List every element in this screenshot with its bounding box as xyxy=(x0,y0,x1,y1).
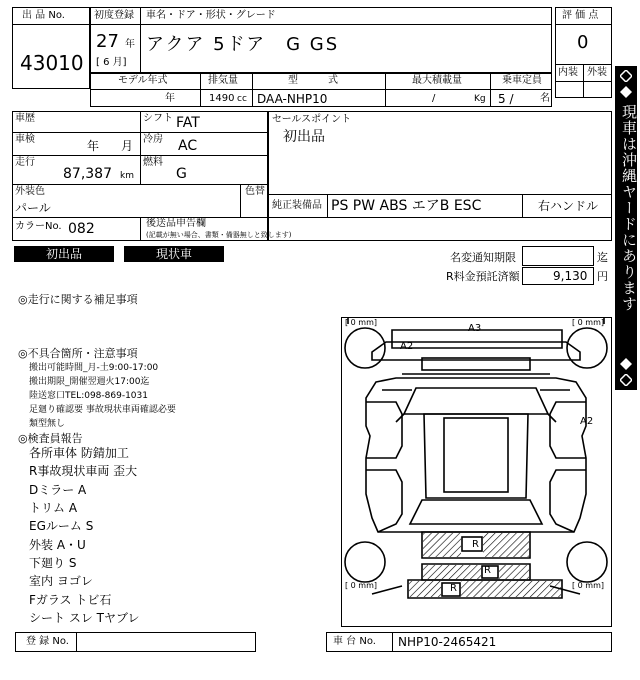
defect-line: 搬出期限_開催翌週火17:00迄 xyxy=(29,377,150,387)
color-no-value: 082 xyxy=(68,221,95,237)
inspector-line: 室内 ヨゴレ xyxy=(29,574,93,588)
color-change-label: 色替 xyxy=(245,186,265,197)
damage-mark: A2 xyxy=(400,341,414,352)
defect-line: 足廻り確認要 事故現状車両確認必要 xyxy=(29,405,176,415)
diamond-icon xyxy=(620,86,632,98)
car-name: アクア 5ドア G GS xyxy=(146,34,340,55)
inspector-line: 外装 A・U xyxy=(29,538,86,552)
score-label: 評 価 点 xyxy=(562,10,599,21)
defect-line: 搬出可能時間_月-土9:00-17:00 xyxy=(29,363,159,373)
damage-mark: R xyxy=(450,583,457,594)
inspector-line: EGルーム S xyxy=(29,519,94,533)
tire-rear-right xyxy=(567,542,607,582)
damage-mark: R xyxy=(472,539,479,550)
model-label: 型 式 xyxy=(288,75,338,86)
ext-color-label: 外装色 xyxy=(15,186,45,197)
tire-depth-label: [ 0 mm] xyxy=(572,581,605,590)
lot-no: 43010 xyxy=(20,51,84,75)
defect-line: 陸送窓口TEL:098-869-1031 xyxy=(29,391,148,401)
sales-point-text: 初出品 xyxy=(283,129,325,145)
mileage-unit: km xyxy=(120,171,134,181)
current-state-badge: 現状車 xyxy=(124,246,224,262)
damage-mark: A3 xyxy=(468,323,482,334)
score-value: 0 xyxy=(577,32,589,53)
model-year-label: モデル年式 xyxy=(118,75,168,86)
model-code: DAA-NHP10 xyxy=(257,92,328,106)
inspector-line: 下廻り S xyxy=(29,556,77,570)
year-unit: 年 xyxy=(125,39,135,50)
equipment-label: 純正装備品 xyxy=(272,200,322,211)
first-reg-label: 初度登録 xyxy=(94,10,134,21)
load-label: 最大積載量 xyxy=(412,75,462,86)
inspector-line: Dミラー A xyxy=(29,483,87,497)
inspection-month-unit: 月 xyxy=(121,139,134,153)
tire-depth-label: [ 0 mm] xyxy=(345,581,378,590)
color-no-label: カラーNo. xyxy=(15,221,62,232)
location-sidebar xyxy=(615,66,637,390)
recycle-unit: 円 xyxy=(597,270,608,283)
capacity-unit: 名 xyxy=(540,93,550,104)
recycle-value: 9,130 xyxy=(553,269,588,283)
history-label: 車歴 xyxy=(15,113,35,124)
first-reg-year: 27 xyxy=(96,31,119,52)
steering-side: 右ハンドル xyxy=(538,199,599,213)
defect-line: 類型無し xyxy=(29,419,66,429)
damage-mark: R xyxy=(484,565,491,576)
diamond-icon xyxy=(620,358,632,370)
inspection-year-unit: 年 xyxy=(87,139,100,153)
reg-no-label: 登 録 No. xyxy=(26,636,69,647)
inspector-line: R事故現状車両 歪大 xyxy=(29,464,138,478)
tire-rear-left xyxy=(345,542,385,582)
chassis-label: 車 台 No. xyxy=(333,636,376,647)
fuel-label: 燃料 xyxy=(143,157,163,168)
damage-mark: A2 xyxy=(580,416,594,427)
displacement: 1490 xyxy=(209,93,235,104)
tire-depth-label: [ 0 mm] xyxy=(572,318,605,327)
displacement-label: 排気量 xyxy=(208,75,238,86)
name-change-unit: 迄 xyxy=(597,251,608,264)
tire-depth-label: [ 0 mm] xyxy=(345,318,378,327)
mileage-label: 走行 xyxy=(15,157,35,168)
fuel-value: G xyxy=(176,166,187,182)
sales-point-label: セールスポイント xyxy=(272,114,352,125)
lot-no-label: 出 品 No. xyxy=(22,10,65,21)
chassis-no: NHP10-2465421 xyxy=(398,635,497,649)
inspection-label: 車検 xyxy=(15,134,35,145)
displacement-unit: cc xyxy=(237,94,247,104)
first-reg-month: [ 6 月] xyxy=(96,57,127,68)
car-info-label: 車名・ドア・形状・グレード xyxy=(146,10,276,21)
defects-title: ◎不具合箇所・注意事項 xyxy=(18,347,138,360)
inspector-title: ◎検査員報告 xyxy=(18,432,83,445)
interior-label: 内装 xyxy=(558,67,578,78)
ext-color-value: パール xyxy=(15,201,51,215)
name-change-label: 名変通知期限 xyxy=(450,251,516,264)
capacity: 5 / xyxy=(498,92,514,106)
capacity-label: 乗車定員 xyxy=(502,75,542,86)
equipment-text: PS PW ABS エアB ESC xyxy=(331,198,482,214)
load-unit: Kg xyxy=(474,94,486,104)
load-sep: / xyxy=(432,93,436,104)
ac-value: AC xyxy=(178,138,198,154)
tire-front-right xyxy=(567,328,607,368)
car-diagram-svg xyxy=(342,318,611,626)
shift-value: FAT xyxy=(176,115,200,131)
inspector-line: トリム A xyxy=(29,501,78,515)
doc-label: 後送品申告欄 xyxy=(146,218,206,229)
shift-label: シフト xyxy=(143,113,173,124)
ac-label: 冷房 xyxy=(143,134,163,145)
name-change-field xyxy=(522,246,594,266)
diamond-icon xyxy=(620,374,632,386)
recycle-label: R料金預託済額 xyxy=(446,270,520,283)
first-listing-badge: 初出品 xyxy=(14,246,114,262)
inspector-line: Fガラス トビ石 xyxy=(29,593,112,607)
model-year-unit: 年 xyxy=(165,93,175,104)
inspector-line: 各所車体 防錆加工 xyxy=(29,446,129,460)
diamond-icon xyxy=(620,70,632,82)
location-note: 現車は沖縄ヤードにあります xyxy=(620,104,638,312)
inspector-line: シート スレ Tヤブレ xyxy=(29,611,140,625)
exterior-label: 外装 xyxy=(587,67,607,78)
mileage-value: 87,387 xyxy=(63,166,112,182)
doc-note: (記載が無い場合、書類・備器無しと致します) xyxy=(146,231,292,239)
tire-front-left xyxy=(345,328,385,368)
supplement-title: ◎走行に関する補足事項 xyxy=(18,293,138,306)
